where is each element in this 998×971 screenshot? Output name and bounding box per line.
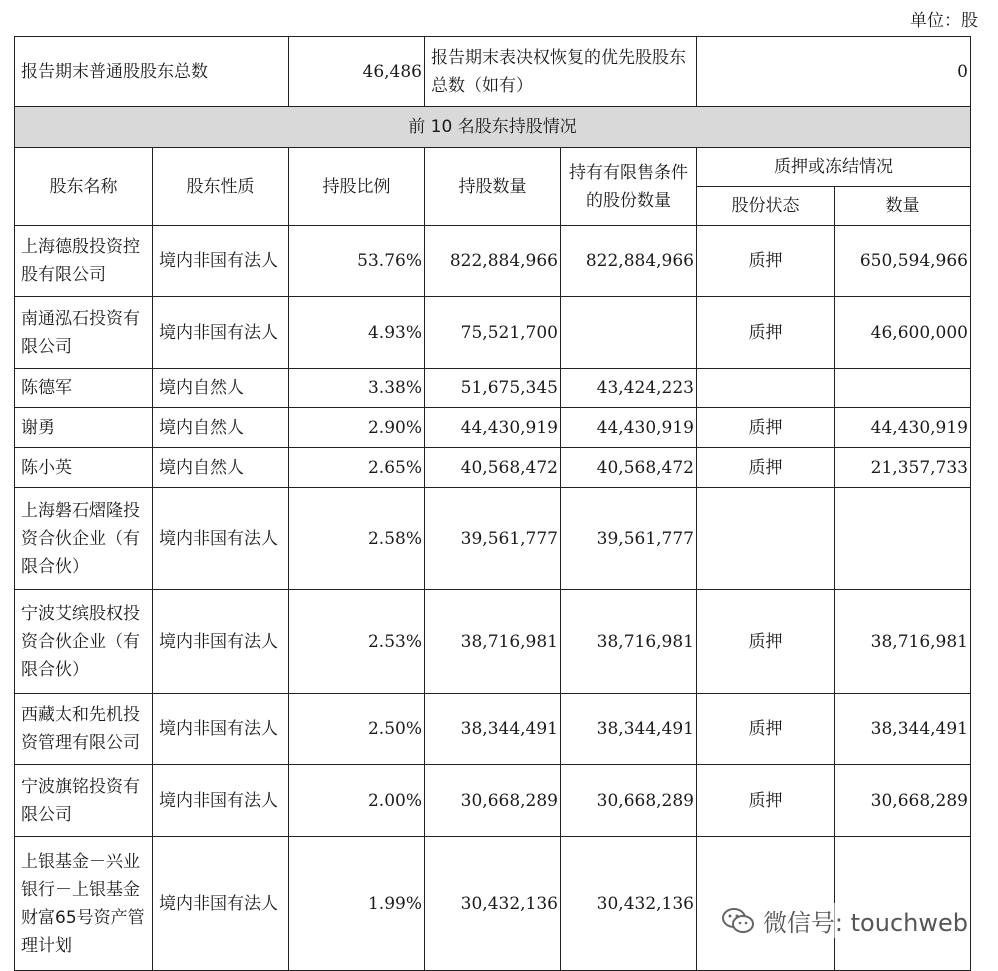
cell-qty	[835, 369, 971, 408]
cell-shares: 51,675,345	[425, 369, 561, 408]
wechat-icon	[721, 907, 755, 935]
summary-value-preferred-holders: 0	[697, 37, 971, 107]
cell-shares: 30,432,136	[425, 837, 561, 971]
table-row	[15, 765, 971, 837]
cell-nature: 境内自然人	[153, 448, 289, 488]
header-shares: 持股数量	[425, 148, 561, 226]
cell-qty	[835, 488, 971, 590]
cell-restricted: 30,432,136	[561, 837, 697, 971]
cell-ratio: 1.99%	[289, 837, 425, 971]
cell-ratio: 3.38%	[289, 369, 425, 408]
cell-qty: 30,668,289	[835, 765, 971, 837]
cell-ratio: 2.58%	[289, 488, 425, 590]
cell-shares: 38,344,491	[425, 694, 561, 765]
cell-nature: 境内非国有法人	[153, 837, 289, 971]
cell-status: 质押	[697, 765, 835, 837]
cell-restricted: 39,561,777	[561, 488, 697, 590]
table-row	[15, 297, 971, 369]
cell-restricted: 40,568,472	[561, 448, 697, 488]
summary-value-total-holders: 46,486	[289, 37, 425, 107]
table-row	[15, 488, 971, 590]
cell-ratio: 2.90%	[289, 408, 425, 448]
table-row	[15, 369, 971, 408]
cell-name: 上海德殷投资控股有限公司	[15, 226, 153, 297]
cell-nature: 境内非国有法人	[153, 488, 289, 590]
cell-shares: 75,521,700	[425, 297, 561, 369]
header-name: 股东名称	[15, 148, 153, 226]
cell-qty: 46,600,000	[835, 297, 971, 369]
cell-status: 质押	[697, 448, 835, 488]
cell-qty: 44,430,919	[835, 408, 971, 448]
cell-name: 上海磐石熠隆投资合伙企业（有限合伙）	[15, 488, 153, 590]
cell-nature: 境内自然人	[153, 408, 289, 448]
cell-restricted: 43,424,223	[561, 369, 697, 408]
cell-restricted	[561, 297, 697, 369]
cell-shares: 44,430,919	[425, 408, 561, 448]
cell-nature: 境内非国有法人	[153, 694, 289, 765]
cell-status: 质押	[697, 408, 835, 448]
cell-status: 质押	[697, 694, 835, 765]
cell-name: 陈德军	[15, 369, 153, 408]
header-restricted: 持有有限售条件的股份数量	[561, 148, 697, 226]
cell-status	[697, 369, 835, 408]
cell-nature: 境内非国有法人	[153, 297, 289, 369]
cell-name: 西藏太和先机投资管理有限公司	[15, 694, 153, 765]
cell-status: 质押	[697, 226, 835, 297]
cell-nature: 境内非国有法人	[153, 590, 289, 694]
header-nature: 股东性质	[153, 148, 289, 226]
cell-restricted: 38,344,491	[561, 694, 697, 765]
cell-shares: 38,716,981	[425, 590, 561, 694]
cell-restricted: 822,884,966	[561, 226, 697, 297]
header-pledge-qty: 数量	[835, 187, 971, 226]
cell-qty: 650,594,966	[835, 226, 971, 297]
header-ratio: 持股比例	[289, 148, 425, 226]
table-row	[15, 448, 971, 488]
cell-ratio: 2.00%	[289, 765, 425, 837]
cell-nature: 境内非国有法人	[153, 226, 289, 297]
cell-ratio: 2.53%	[289, 590, 425, 694]
cell-status: 质押	[697, 297, 835, 369]
cell-qty: 21,357,733	[835, 448, 971, 488]
cell-shares: 39,561,777	[425, 488, 561, 590]
cell-restricted: 30,668,289	[561, 765, 697, 837]
section-title: 前 10 名股东持股情况	[15, 107, 971, 148]
cell-qty: 38,716,981	[835, 590, 971, 694]
unit-label: 单位：股	[910, 11, 978, 31]
cell-name: 上银基金－兴业银行－上银基金财富65号资产管理计划	[15, 837, 153, 971]
watermark-text: 微信号: touchweb	[762, 909, 968, 937]
table-row	[15, 694, 971, 765]
cell-ratio: 53.76%	[289, 226, 425, 297]
cell-nature: 境内非国有法人	[153, 765, 289, 837]
cell-name: 宁波旗铭投资有限公司	[15, 765, 153, 837]
table-row	[15, 226, 971, 297]
cell-ratio: 4.93%	[289, 297, 425, 369]
summary-label-preferred-holders: 报告期末表决权恢复的优先股股东总数（如有）	[425, 37, 697, 107]
table-row	[15, 408, 971, 448]
cell-restricted: 38,716,981	[561, 590, 697, 694]
cell-name: 南通泓石投资有限公司	[15, 297, 153, 369]
cell-ratio: 2.50%	[289, 694, 425, 765]
cell-name: 陈小英	[15, 448, 153, 488]
cell-status: 质押	[697, 590, 835, 694]
cell-shares: 30,668,289	[425, 765, 561, 837]
cell-qty: 38,344,491	[835, 694, 971, 765]
header-pledge-group: 质押或冻结情况	[697, 148, 971, 187]
cell-nature: 境内自然人	[153, 369, 289, 408]
cell-shares: 822,884,966	[425, 226, 561, 297]
cell-name: 谢勇	[15, 408, 153, 448]
cell-status	[697, 488, 835, 590]
table-row	[15, 590, 971, 694]
summary-label-total-holders: 报告期末普通股股东总数	[15, 37, 289, 107]
cell-restricted: 44,430,919	[561, 408, 697, 448]
header-pledge-status: 股份状态	[697, 187, 835, 226]
cell-shares: 40,568,472	[425, 448, 561, 488]
cell-ratio: 2.65%	[289, 448, 425, 488]
shareholder-table	[14, 36, 971, 971]
cell-name: 宁波艾缤股权投资合伙企业（有限合伙）	[15, 590, 153, 694]
watermark	[721, 903, 968, 938]
